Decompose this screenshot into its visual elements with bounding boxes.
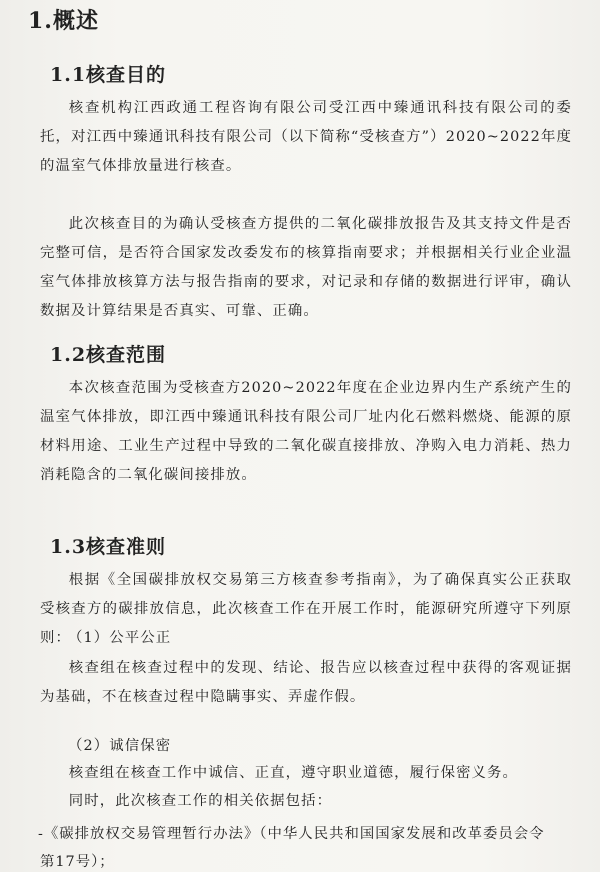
section-1-3-paragraph-2: 核查组在核查过程中的发现、结论、报告应以核查过程中获得的客观证据为基础，不在核查过程中隐瞒事实、弄虚作假。 bbox=[40, 660, 572, 705]
section-1-3-paragraph-1: 根据《全国碳排放权交易第三方核查参考指南》，为了确保真实公正获取受核查方的碳排放信息，此次核查工作在开展工作时，能源研究所遵守下列原则： bbox=[40, 572, 572, 646]
chapter-title: 1.概述 bbox=[28, 8, 99, 34]
section-heading-1-1: 1.1核查目的 bbox=[50, 64, 167, 86]
principle-item-2: （2）诚信保密 bbox=[68, 738, 172, 754]
section-1-3-paragraph-4: 同时，此次核查工作的相关依据包括： bbox=[68, 793, 333, 809]
section-1-1-paragraph-1: 核查机构江西政通工程咨询有限公司受江西中臻通讯科技有限公司的委托，对江西中臻通讯科技有限公司（以下简称“受核查方”）2020~2022年度的温室气体排放量进行核查。 bbox=[40, 100, 572, 174]
section-1-1-paragraph-2: 此次核查目的为确认受核查方提供的二氧化碳排放报告及其支持文件是否完整可信，是否符合国家发改委发布的核算指南要求；并根据相关行业企业温室气体排放核算方法与报告指南的要求，对记录和存储的数据进行评审，确认数据及计算结果是否真实、可靠、正确。 bbox=[40, 216, 572, 319]
reference-item-1-line-2: 第17号）； bbox=[40, 854, 115, 870]
section-1-3-paragraph-3: 核查组在核查工作中诚信、正直，遵守职业道德，履行保密义务。 bbox=[68, 765, 519, 781]
section-heading-1-3: 1.3核查准则 bbox=[50, 536, 167, 558]
principle-item-1: （1）公平公正 bbox=[68, 630, 172, 646]
section-1-2-paragraph-1: 本次核查范围为受核查方2020~2022年度在企业边界内生产系统产生的温室气体排放，即江西中臻通讯科技有限公司厂址内化石燃料燃烧、能源的原材料用途、工业生产过程中导致的二氧化碳直接排放、净购入电力消耗、热力消耗隐含的二氧化碳间接排放。 bbox=[40, 380, 572, 483]
reference-item-1-line-1: -《碳排放权交易管理暂行办法》（中华人民共和国国家发展和改革委员会令 bbox=[38, 826, 545, 842]
section-heading-1-2: 1.2核查范围 bbox=[50, 344, 167, 366]
